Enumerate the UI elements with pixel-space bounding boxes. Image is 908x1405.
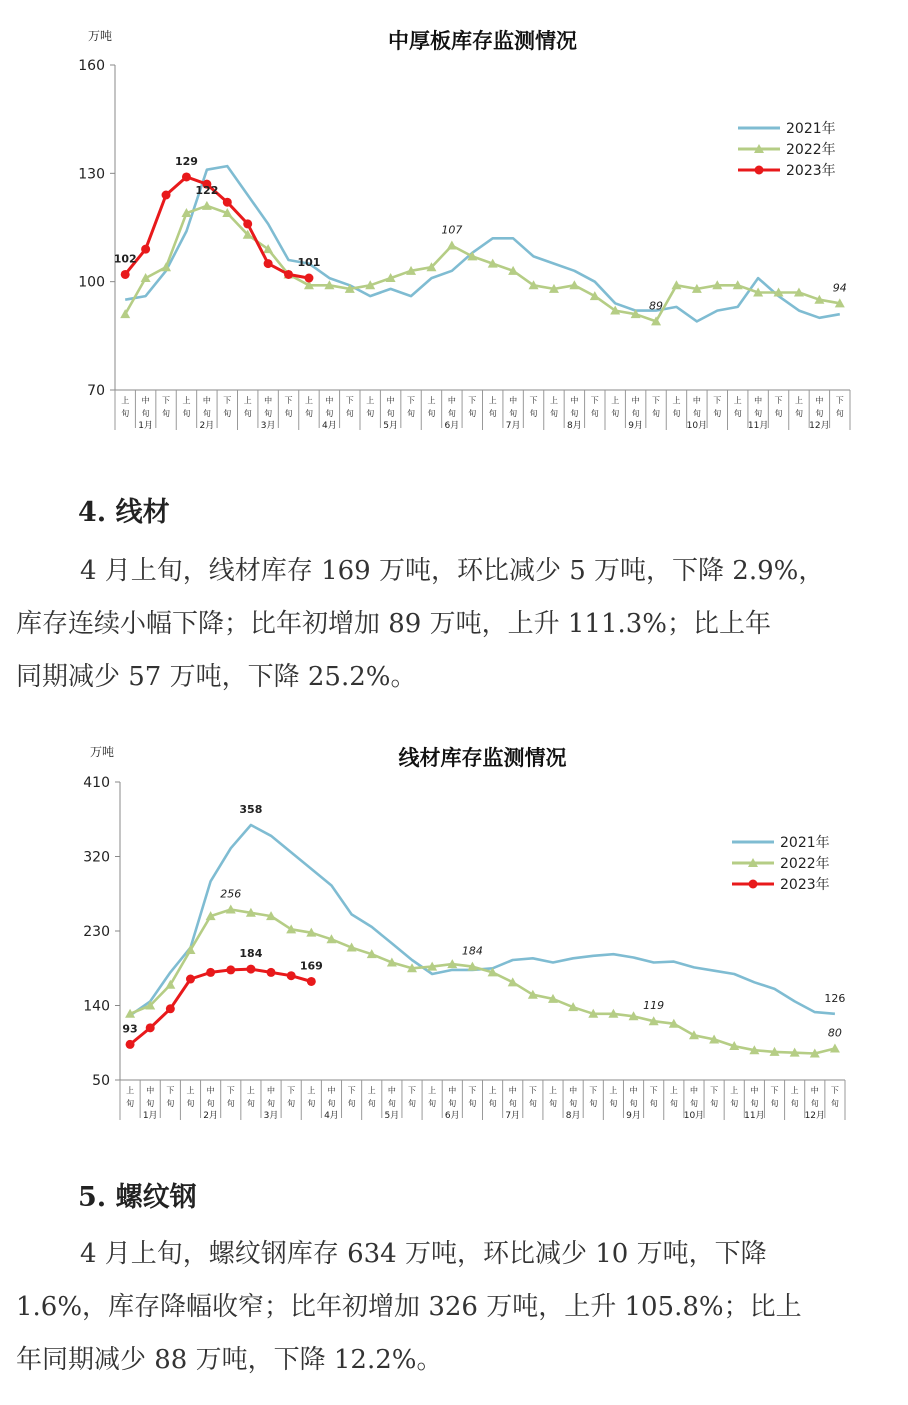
x-tick-label-bottom: 旬 — [146, 1099, 155, 1108]
month-label: 8月 — [567, 421, 582, 431]
data-point — [304, 274, 313, 283]
x-tick-label-top: 下 — [468, 1086, 477, 1095]
x-tick-label-top: 中 — [448, 1086, 457, 1095]
data-point — [246, 965, 255, 974]
data-label: 80 — [827, 1026, 842, 1040]
data-label: 126 — [824, 991, 846, 1005]
x-tick-label-top: 中 — [327, 1086, 336, 1095]
x-tick-label-top: 下 — [774, 396, 783, 405]
x-tick-label-top: 中 — [692, 396, 701, 405]
data-label: 169 — [299, 959, 323, 973]
x-tick-label-top: 上 — [367, 1086, 376, 1095]
month-label: 11月 — [744, 1111, 765, 1121]
legend-label: 2023年 — [780, 877, 830, 893]
data-label: 94 — [832, 281, 847, 295]
x-tick-label-top: 中 — [810, 1086, 819, 1095]
x-tick-label-bottom: 旬 — [166, 1099, 175, 1108]
x-tick-label-bottom: 旬 — [529, 409, 538, 418]
x-tick-label-top: 上 — [488, 1086, 497, 1095]
x-tick-label-top: 中 — [325, 396, 334, 405]
data-point — [206, 968, 215, 977]
x-tick-label-bottom: 旬 — [790, 1099, 799, 1108]
data-point — [186, 975, 195, 984]
x-tick-label-bottom: 旬 — [754, 409, 763, 418]
paragraph-line: 同期减少 57 万吨，下降 25.2%。 — [16, 662, 417, 692]
x-tick-label-bottom: 旬 — [206, 1099, 215, 1108]
legend-label: 2022年 — [780, 856, 830, 872]
x-tick-label-bottom: 旬 — [488, 1099, 497, 1108]
month-label: 3月 — [263, 1111, 279, 1121]
month-label: 1月 — [138, 421, 153, 431]
x-tick-label-top: 下 — [835, 396, 844, 405]
x-tick-label-top: 下 — [468, 396, 477, 405]
y-tick-label: 130 — [78, 166, 105, 183]
x-tick-label-bottom: 旬 — [611, 409, 620, 418]
x-tick-label-bottom: 旬 — [589, 1099, 598, 1108]
x-tick-label-top: 上 — [488, 396, 497, 405]
x-tick-label-bottom: 旬 — [692, 409, 701, 418]
x-tick-label-bottom: 旬 — [141, 409, 150, 418]
month-label: 12月 — [809, 421, 830, 431]
month-label: 6月 — [444, 1111, 460, 1121]
x-tick-label-top: 上 — [126, 1086, 135, 1095]
data-label: 101 — [297, 256, 321, 270]
x-tick-label-top: 下 — [162, 396, 171, 405]
x-tick-label-bottom: 旬 — [815, 409, 824, 418]
x-tick-label-top: 中 — [631, 396, 640, 405]
data-point — [267, 968, 276, 977]
x-tick-label-top: 下 — [345, 396, 354, 405]
legend-label: 2021年 — [780, 835, 830, 851]
legend-marker — [749, 880, 758, 889]
series-line — [130, 969, 311, 1044]
series-line — [130, 825, 835, 1015]
x-tick-label-top: 下 — [528, 1086, 537, 1095]
x-tick-label-top: 中 — [386, 396, 395, 405]
x-tick-label-top: 中 — [202, 396, 211, 405]
x-tick-label-top: 下 — [408, 1086, 417, 1095]
chart-plate-inventory — [0, 0, 908, 440]
chart-title: 中厚板库存监测情况 — [388, 29, 577, 53]
x-tick-label-top: 下 — [649, 1086, 658, 1095]
y-tick-label: 70 — [87, 383, 105, 399]
x-tick-label-bottom: 旬 — [468, 1099, 477, 1108]
x-tick-label-top: 上 — [733, 396, 742, 405]
section-title-wire-rod: 4. 线材 — [78, 497, 170, 528]
x-tick-label-bottom: 旬 — [182, 409, 191, 418]
data-point — [202, 201, 212, 210]
paragraph-rebar — [16, 1228, 896, 1387]
x-tick-label-bottom: 旬 — [810, 1099, 819, 1108]
data-point — [126, 1040, 135, 1049]
x-tick-label-top: 中 — [689, 1086, 698, 1095]
series-line — [130, 910, 835, 1054]
x-tick-label-bottom: 旬 — [774, 409, 783, 418]
x-tick-label-top: 上 — [611, 396, 620, 405]
legend-label: 2022年 — [786, 142, 836, 158]
x-tick-label-bottom: 旬 — [246, 1099, 255, 1108]
x-tick-label-top: 中 — [264, 396, 273, 405]
paragraph-line: 4 月上旬，线材库存 169 万吨，环比减少 5 万吨，下降 2.9%， — [80, 556, 825, 586]
x-tick-label-top: 下 — [284, 396, 293, 405]
x-tick-label-top: 下 — [347, 1086, 356, 1095]
x-tick-label-bottom: 旬 — [427, 409, 436, 418]
month-label: 2月 — [203, 1111, 218, 1121]
y-axis-unit: 万吨 — [90, 745, 115, 759]
x-tick-label-top: 下 — [830, 1086, 839, 1095]
x-tick-label-bottom: 旬 — [347, 1099, 356, 1108]
x-tick-label-top: 下 — [713, 396, 722, 405]
x-tick-label-bottom: 旬 — [713, 409, 722, 418]
x-tick-label-top: 上 — [182, 396, 191, 405]
series-line — [125, 206, 840, 322]
x-tick-label-bottom: 旬 — [569, 1099, 578, 1108]
x-tick-label-top: 上 — [304, 396, 313, 405]
x-tick-label-top: 中 — [569, 1086, 578, 1095]
chart-title: 线材库存监测情况 — [398, 746, 567, 770]
x-tick-label-top: 中 — [267, 1086, 276, 1095]
data-point — [264, 259, 273, 268]
data-label: 129 — [174, 154, 198, 168]
chart-wire-rod-inventory — [0, 730, 908, 1130]
data-point — [166, 1004, 175, 1013]
y-tick-label: 100 — [78, 274, 105, 291]
data-point — [223, 198, 232, 207]
paragraph-line: 库存连续小幅下降；比年初增加 89 万吨，上升 111.3%；比上年 — [16, 609, 772, 639]
x-tick-label-bottom: 旬 — [528, 1099, 537, 1108]
x-tick-label-bottom: 旬 — [264, 409, 273, 418]
x-tick-label-bottom: 旬 — [652, 409, 661, 418]
x-tick-label-top: 上 — [186, 1086, 195, 1095]
month-label: 10月 — [686, 421, 708, 431]
x-tick-label-bottom: 旬 — [672, 409, 681, 418]
month-label: 9月 — [628, 421, 643, 431]
x-tick-label-top: 中 — [570, 396, 579, 405]
data-point — [162, 191, 171, 200]
x-tick-label-bottom: 旬 — [631, 409, 640, 418]
x-tick-label-bottom: 旬 — [428, 1099, 437, 1108]
x-tick-label-top: 上 — [246, 1086, 255, 1095]
x-tick-label-top: 中 — [629, 1086, 638, 1095]
x-tick-label-bottom: 旬 — [162, 409, 171, 418]
x-tick-label-top: 中 — [146, 1086, 155, 1095]
y-tick-label: 140 — [83, 998, 110, 1015]
y-axis-unit: 万吨 — [88, 29, 113, 43]
month-label: 8月 — [565, 1111, 581, 1121]
x-tick-label-bottom: 旬 — [186, 1099, 195, 1108]
y-tick-label: 320 — [83, 849, 110, 866]
y-tick-label: 230 — [83, 924, 110, 940]
data-label: 89 — [649, 299, 664, 313]
x-tick-label-top: 下 — [589, 1086, 598, 1095]
x-tick-label-bottom: 旬 — [730, 1099, 739, 1108]
x-tick-label-bottom: 旬 — [549, 409, 558, 418]
data-point — [307, 977, 316, 986]
x-tick-label-bottom: 旬 — [223, 409, 232, 418]
data-label: 256 — [220, 887, 242, 901]
paragraph-line: 1.6%，库存降幅收窄；比年初增加 326 万吨，上升 105.8%；比上 — [16, 1292, 802, 1322]
data-label: 358 — [239, 803, 263, 817]
x-tick-label-top: 中 — [141, 396, 150, 405]
month-label: 9月 — [626, 1111, 641, 1121]
x-tick-label-bottom: 旬 — [121, 409, 130, 418]
y-tick-label: 410 — [83, 775, 110, 791]
x-tick-label-top: 下 — [287, 1086, 296, 1095]
x-tick-label-bottom: 旬 — [447, 409, 456, 418]
x-tick-label-top: 上 — [548, 1086, 557, 1095]
x-tick-label-bottom: 旬 — [448, 1099, 457, 1108]
x-tick-label-top: 中 — [815, 396, 824, 405]
x-tick-label-bottom: 旬 — [304, 409, 313, 418]
x-tick-label-bottom: 旬 — [733, 409, 742, 418]
x-tick-label-top: 上 — [549, 396, 558, 405]
data-point — [121, 270, 130, 279]
x-tick-label-bottom: 旬 — [367, 1099, 376, 1108]
x-tick-label-top: 上 — [243, 396, 252, 405]
x-tick-label-top: 中 — [750, 1086, 759, 1095]
x-tick-label-top: 中 — [508, 1086, 517, 1095]
data-label: 122 — [195, 183, 219, 197]
x-tick-label-bottom: 旬 — [307, 1099, 316, 1108]
x-tick-label-bottom: 旬 — [649, 1099, 658, 1108]
x-tick-label-top: 下 — [529, 396, 538, 405]
x-tick-label-top: 下 — [770, 1086, 779, 1095]
x-tick-label-bottom: 旬 — [226, 1099, 235, 1108]
y-tick-label: 50 — [92, 1073, 110, 1089]
x-tick-label-bottom: 旬 — [267, 1099, 276, 1108]
x-tick-label-bottom: 旬 — [710, 1099, 719, 1108]
x-tick-label-bottom: 旬 — [407, 409, 416, 418]
x-tick-label-top: 上 — [428, 1086, 437, 1095]
paragraph-wire-rod — [16, 545, 896, 704]
x-tick-label-top: 上 — [730, 1086, 739, 1095]
x-tick-label-top: 上 — [366, 396, 375, 405]
paragraph-line: 年同期减少 88 万吨，下降 12.2%。 — [16, 1345, 443, 1375]
month-label: 5月 — [384, 1111, 400, 1121]
month-label: 6月 — [444, 421, 460, 431]
data-point — [243, 219, 252, 228]
x-tick-label-top: 上 — [790, 1086, 799, 1095]
x-tick-label-top: 中 — [387, 1086, 396, 1095]
month-label: 7月 — [505, 421, 521, 431]
x-tick-label-bottom: 旬 — [689, 1099, 698, 1108]
y-tick-label: 160 — [78, 58, 105, 74]
x-tick-label-top: 下 — [590, 396, 599, 405]
x-tick-label-bottom: 旬 — [669, 1099, 678, 1108]
x-tick-label-top: 中 — [206, 1086, 215, 1095]
x-tick-label-bottom: 旬 — [750, 1099, 759, 1108]
data-point — [287, 971, 296, 980]
month-label: 5月 — [383, 421, 398, 431]
x-tick-label-bottom: 旬 — [570, 409, 579, 418]
x-tick-label-top: 下 — [652, 396, 661, 405]
data-label: 184 — [461, 944, 483, 958]
series-line — [125, 166, 840, 321]
x-tick-label-bottom: 旬 — [287, 1099, 296, 1108]
x-tick-label-bottom: 旬 — [386, 409, 395, 418]
x-tick-label-top: 上 — [669, 1086, 678, 1095]
x-tick-label-top: 中 — [447, 396, 456, 405]
x-tick-label-top: 下 — [166, 1086, 175, 1095]
x-tick-label-top: 下 — [407, 396, 416, 405]
x-tick-label-bottom: 旬 — [408, 1099, 417, 1108]
month-label: 1月 — [142, 1111, 158, 1121]
x-tick-label-top: 中 — [509, 396, 518, 405]
x-tick-label-top: 上 — [307, 1086, 316, 1095]
x-tick-label-bottom: 旬 — [468, 409, 477, 418]
month-label: 12月 — [804, 1111, 826, 1121]
x-tick-label-top: 下 — [710, 1086, 719, 1095]
month-label: 7月 — [505, 1111, 521, 1121]
month-label: 4月 — [324, 1111, 339, 1121]
x-tick-label-bottom: 旬 — [126, 1099, 135, 1108]
x-tick-label-bottom: 旬 — [488, 409, 497, 418]
x-tick-label-bottom: 旬 — [830, 1099, 839, 1108]
data-label: 119 — [643, 999, 665, 1013]
x-tick-label-bottom: 旬 — [794, 409, 803, 418]
x-tick-label-top: 上 — [672, 396, 681, 405]
data-point — [284, 270, 293, 279]
month-label: 11月 — [747, 421, 769, 431]
x-tick-label-top: 上 — [609, 1086, 618, 1095]
x-tick-label-bottom: 旬 — [202, 409, 211, 418]
x-tick-label-bottom: 旬 — [243, 409, 252, 418]
legend-marker — [755, 166, 764, 175]
legend-label: 2021年 — [786, 121, 836, 137]
month-label: 3月 — [260, 421, 276, 431]
x-tick-label-top: 下 — [226, 1086, 235, 1095]
x-tick-label-bottom: 旬 — [345, 409, 354, 418]
x-tick-label-bottom: 旬 — [609, 1099, 618, 1108]
x-tick-label-bottom: 旬 — [508, 1099, 517, 1108]
data-label: 93 — [122, 1022, 138, 1036]
data-point — [146, 1023, 155, 1032]
legend-label: 2023年 — [786, 163, 836, 179]
x-tick-label-bottom: 旬 — [284, 409, 293, 418]
data-label: 107 — [441, 223, 463, 237]
month-label: 2月 — [199, 421, 215, 431]
data-label: 184 — [239, 947, 263, 961]
data-point — [141, 245, 150, 254]
month-label: 10月 — [683, 1111, 705, 1121]
data-point — [182, 172, 191, 181]
x-tick-label-top: 上 — [794, 396, 803, 405]
x-tick-label-bottom: 旬 — [548, 1099, 557, 1108]
x-tick-label-top: 上 — [427, 396, 436, 405]
x-tick-label-bottom: 旬 — [835, 409, 844, 418]
x-tick-label-bottom: 旬 — [387, 1099, 396, 1108]
x-tick-label-bottom: 旬 — [629, 1099, 638, 1108]
x-tick-label-top: 中 — [754, 396, 763, 405]
x-tick-label-bottom: 旬 — [366, 409, 375, 418]
month-label: 4月 — [322, 421, 337, 431]
x-tick-label-top: 下 — [223, 396, 232, 405]
data-label: 102 — [113, 252, 137, 266]
paragraph-line: 4 月上旬，螺纹钢库存 634 万吨，环比减少 10 万吨，下降 — [80, 1239, 767, 1269]
data-point — [226, 965, 235, 974]
x-tick-label-top: 上 — [121, 396, 130, 405]
x-tick-label-bottom: 旬 — [325, 409, 334, 418]
section-title-rebar: 5. 螺纹钢 — [78, 1182, 197, 1213]
x-tick-label-bottom: 旬 — [770, 1099, 779, 1108]
x-tick-label-bottom: 旬 — [509, 409, 518, 418]
x-tick-label-bottom: 旬 — [327, 1099, 336, 1108]
data-point — [447, 241, 457, 250]
x-tick-label-bottom: 旬 — [590, 409, 599, 418]
